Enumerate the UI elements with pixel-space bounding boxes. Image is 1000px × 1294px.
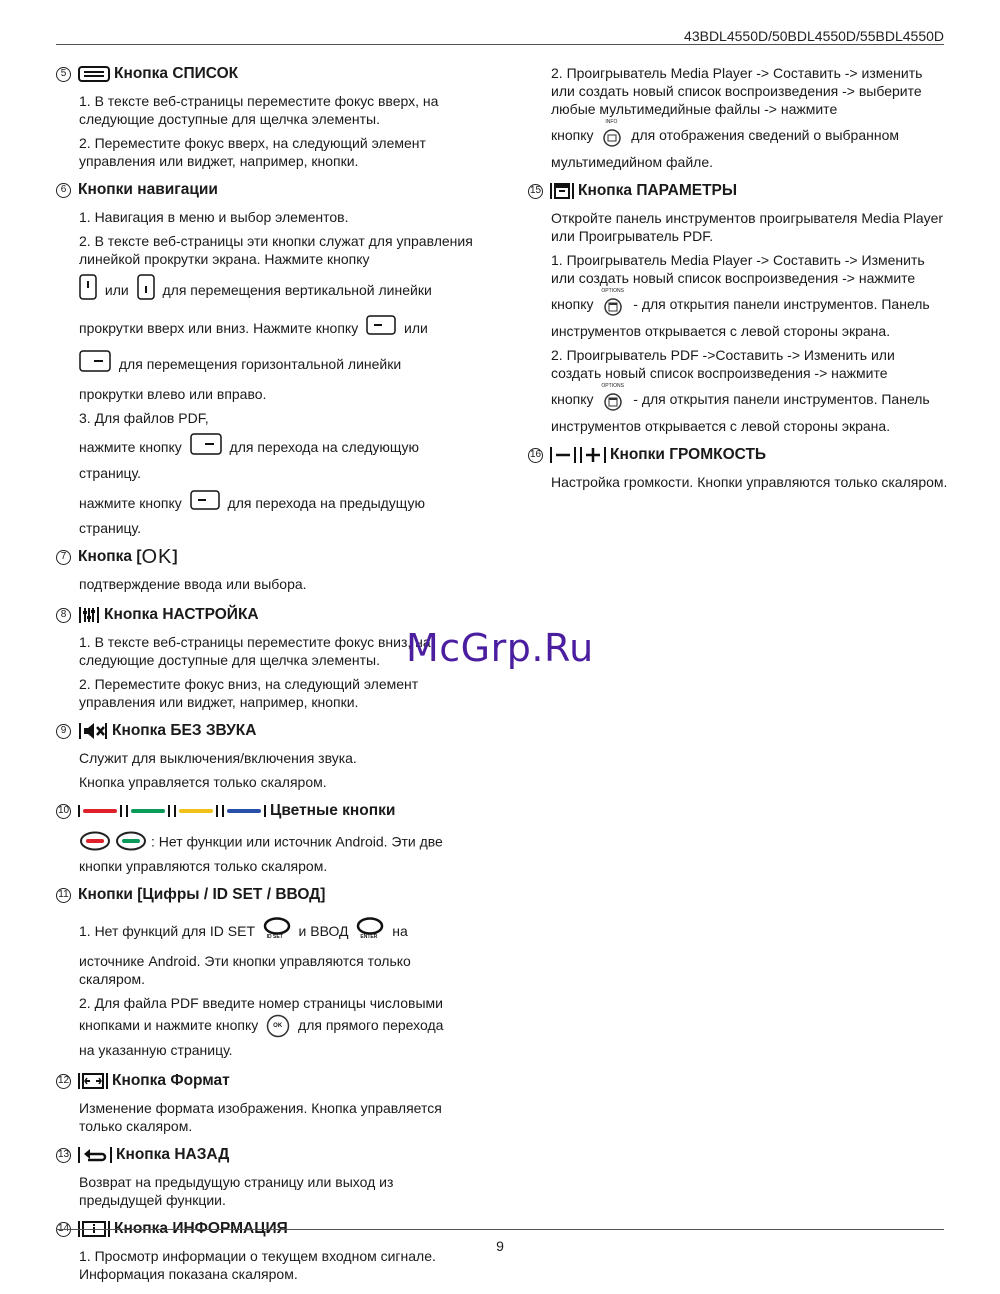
- volume-up-icon: [580, 446, 606, 464]
- nav-down-icon: [137, 274, 155, 309]
- page-number: 9: [496, 1238, 504, 1254]
- paragraph: Возврат на предыдущую страницу или выход из предыдущей функции.: [79, 1174, 394, 1208]
- paragraph: 2. В тексте веб-страницы эти кнопки служат для управления линейкой прокрутки экрана. Нажмите кнопку: [79, 233, 473, 267]
- document-header-model: 43BDL4550D/50BDL4550D/55BDL4550D: [684, 28, 944, 44]
- section-number: 7: [56, 550, 71, 565]
- section-10-heading: [56, 801, 474, 821]
- paragraph: Кнопка управляется только скаляром.: [79, 774, 327, 790]
- paragraph: источнике Android. Эти кнопки управляются только скаляром.: [79, 953, 411, 987]
- section-number: 8: [56, 608, 71, 623]
- ok-button-glyph: OK: [141, 546, 173, 568]
- text: для перехода на следующую: [229, 439, 420, 456]
- green-button-icon: [126, 804, 170, 818]
- section-number: 11: [56, 888, 71, 903]
- nav-up-icon: [79, 274, 97, 309]
- header-rule: [56, 44, 944, 45]
- options-label: OPTIONS: [601, 288, 624, 295]
- info-remote-button-icon: [601, 119, 623, 148]
- paragraph: [551, 383, 948, 413]
- paragraph: [79, 490, 474, 519]
- paragraph: [79, 433, 474, 464]
- section-title: Кнопка НАЗАД: [116, 1146, 230, 1163]
- section-number: 15: [528, 184, 543, 199]
- paragraph: [551, 288, 948, 318]
- paragraph: страницу.: [79, 465, 142, 481]
- green-remote-button-icon: [115, 831, 147, 855]
- text: нажмите кнопку: [79, 495, 182, 512]
- nav-left-icon: [366, 315, 396, 344]
- section-13-heading: [56, 1145, 474, 1165]
- section-7-heading: [56, 547, 474, 567]
- paragraph: [79, 831, 474, 855]
- text: - для открытия панели инструментов. Панель: [633, 391, 930, 407]
- section-title: Кнопки навигации: [78, 181, 218, 198]
- text: 1. Нет функций для ID SET: [79, 923, 255, 940]
- mute-icon: [78, 722, 108, 740]
- volume-down-icon: [550, 446, 576, 464]
- paragraph: [79, 1012, 474, 1039]
- paragraph: подтверждение ввода или выбора.: [79, 576, 307, 592]
- nav-right-icon: [79, 350, 111, 381]
- paragraph: страницу.: [79, 520, 142, 536]
- paragraph: на указанную страницу.: [79, 1042, 233, 1058]
- paragraph: [79, 315, 474, 344]
- red-remote-button-icon: [79, 831, 111, 855]
- section-number: 5: [56, 67, 71, 82]
- options-label: OPTIONS: [601, 383, 624, 390]
- section-number: 6: [56, 183, 71, 198]
- section-9-heading: [56, 721, 474, 741]
- section-title: Кнопка [: [78, 548, 142, 565]
- text: для перехода на предыдущую: [227, 495, 425, 512]
- right-column: [528, 64, 948, 497]
- adjust-icon: [78, 606, 100, 624]
- paragraph: 2. Проигрыватель Media Player -> Составить -> изменить или создать новый список воспроизведения -> выберите любые мультимедийные файлы -> нажмите: [551, 65, 923, 117]
- section-number: 9: [56, 724, 71, 739]
- section-number: 14: [56, 1222, 71, 1237]
- options-icon: [550, 182, 574, 200]
- text: : Нет функции или источник Android. Эти две: [151, 833, 443, 850]
- section-title: Кнопка НАСТРОЙКА: [104, 606, 259, 623]
- section-6-heading: [56, 180, 474, 200]
- page-prev-icon: [190, 490, 220, 519]
- section-title: Кнопки [Цифры / ID SET / ВВОД]: [78, 886, 326, 903]
- section-title: Цветные кнопки: [270, 802, 396, 819]
- text: на: [392, 923, 408, 940]
- paragraph: 1. В тексте веб-страницы переместите фокус вниз, на следующие доступные для щелчка элементы.: [79, 634, 431, 668]
- format-icon: [78, 1072, 108, 1090]
- paragraph: [79, 350, 474, 381]
- text: кнопками и нажмите кнопку: [79, 1017, 259, 1033]
- section-11-heading: [56, 885, 474, 905]
- section-5-heading: [56, 64, 474, 84]
- paragraph: [551, 119, 948, 149]
- text: кнопку: [551, 296, 594, 312]
- section-number: 10: [56, 804, 71, 819]
- options-remote-button-icon: [601, 288, 625, 317]
- enter-label: ENTER: [360, 934, 378, 940]
- section-8-heading: [56, 605, 474, 625]
- paragraph: 1. Проигрыватель Media Player -> Составить -> Изменить или создать новый список воспроизведения -> нажмите: [551, 252, 925, 286]
- paragraph: Изменение формата изображения. Кнопка управляется только скаляром.: [79, 1100, 442, 1134]
- blue-button-icon: [222, 804, 266, 818]
- page-next-icon: [190, 433, 222, 464]
- section-title: Кнопка БЕЗ ЗВУКА: [112, 722, 257, 739]
- text: кнопку: [551, 391, 594, 407]
- paragraph: 1. Навигация в меню и выбор элементов.: [79, 209, 349, 225]
- section-15-heading: [528, 181, 948, 201]
- paragraph: 1. В тексте веб-страницы переместите фокус вверх, на следующие доступные для щелчка элементы.: [79, 93, 439, 127]
- text-or: или: [104, 282, 129, 299]
- list-button-icon: [78, 66, 110, 82]
- text: для прямого перехода: [298, 1017, 444, 1033]
- options-remote-button-icon-2: [601, 383, 625, 412]
- red-button-icon: [78, 804, 122, 818]
- yellow-button-icon: [174, 804, 218, 818]
- id-set-label: ID SET: [266, 934, 283, 940]
- section-title: Кнопки ГРОМКОСТЬ: [610, 446, 767, 463]
- text: и ВВОД: [298, 923, 349, 940]
- paragraph: 2. Проигрыватель PDF ->Составить -> Изменить или создать новый список воспроизведения -> нажмите: [551, 347, 895, 381]
- paragraph: [79, 917, 474, 948]
- paragraph: кнопки управляются только скаляром.: [79, 858, 328, 874]
- watermark: McGrp.Ru: [406, 626, 594, 670]
- enter-button-icon: [356, 917, 384, 948]
- text: для перемещения горизонтальной линейки: [118, 356, 402, 373]
- text-or: или: [404, 320, 428, 337]
- section-number: 13: [56, 1148, 71, 1163]
- paragraph: 1. Просмотр информации о текущем входном сигнале. Информация показана скаляром.: [79, 1248, 436, 1282]
- section-title: Кнопка Формат: [112, 1072, 230, 1089]
- paragraph: инструментов открывается с левой стороны экрана.: [551, 323, 891, 339]
- section-title: Кнопка ИНФОРМАЦИЯ: [114, 1220, 288, 1237]
- left-column: [56, 64, 474, 1289]
- info-label: INFO: [605, 119, 618, 126]
- text: для отображения сведений о выбранном: [631, 127, 900, 143]
- ok-round-button-icon: [266, 1014, 290, 1038]
- section-number: 12: [56, 1074, 71, 1089]
- section-16-heading: [528, 445, 948, 465]
- section-title: Кнопка СПИСОК: [114, 65, 239, 82]
- paragraph: инструментов открывается с левой стороны экрана.: [551, 418, 891, 434]
- section-12-heading: [56, 1071, 474, 1091]
- paragraph: Служит для выключения/включения звука.: [79, 750, 357, 766]
- ok-label: OK: [273, 1023, 283, 1030]
- text: прокрутки вверх или вниз. Нажмите кнопку: [79, 320, 359, 337]
- back-icon: [78, 1146, 112, 1164]
- paragraph: 2. Переместите фокус вверх, на следующий элемент управления или виджет, например, кнопки.: [79, 135, 426, 169]
- paragraph: мультимедийном файле.: [551, 154, 713, 170]
- paragraph: 2. Для файла PDF введите номер страницы числовыми: [79, 995, 443, 1011]
- section-title: Кнопка ПАРАМЕТРЫ: [578, 182, 738, 199]
- paragraph: 2. Переместите фокус вниз, на следующий элемент управления или виджет, например, кнопки.: [79, 676, 419, 710]
- section-title-close: ]: [172, 548, 178, 565]
- paragraph: Откройте панель инструментов проигрывателя Media Player или Проигрыватель PDF.: [551, 210, 944, 244]
- paragraph: Настройка громкости. Кнопки управляются только скаляром.: [551, 474, 948, 490]
- paragraph: 3. Для файлов PDF,: [79, 410, 209, 426]
- text: нажмите кнопку: [79, 439, 182, 456]
- id-set-button-icon: [263, 917, 291, 948]
- footer-rule: [56, 1229, 944, 1230]
- text: - для открытия панели инструментов. Панель: [633, 296, 930, 312]
- text: кнопку: [551, 127, 594, 143]
- text: для перемещения вертикальной линейки: [162, 282, 432, 299]
- paragraph: [79, 274, 474, 309]
- section-number: 16: [528, 448, 543, 463]
- paragraph: прокрутки влево или вправо.: [79, 386, 267, 402]
